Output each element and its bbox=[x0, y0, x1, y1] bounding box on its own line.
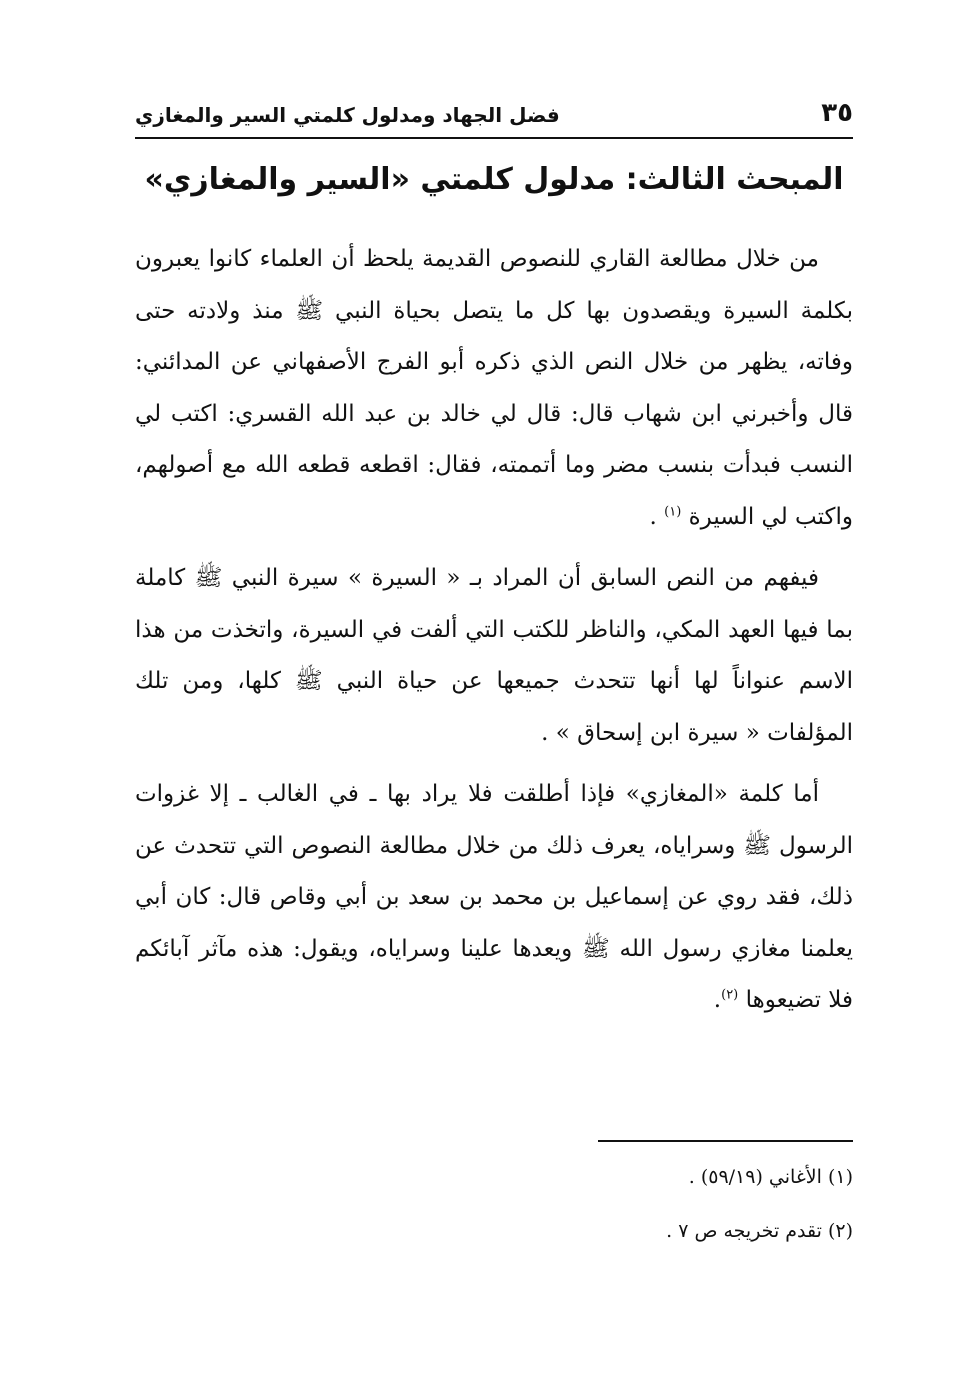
paragraph-text: أما كلمة «المغازي» فإذا أطلقت فلا يراد بها ـ في الغالب ـ إلا غزوات الرسول ﷺ وسراياه، يعرف ذلك من خلال مطالعة النصوص التي تتحدث عن ذلك، فقد روي عن إسماعيل بن محمد بن سعد بن أبي وقاص قال: كان أبي يعلمنا مغازي رسول الله ﷺ ويعدها علينا وسراياه، ويقول: هذه مآثر آبائكم فلا تضيعوها bbox=[135, 781, 853, 1013]
paragraph-3 bbox=[135, 769, 853, 1027]
paragraph-text: فيفهم من النص السابق أن المراد بـ « السيرة » سيرة النبي ﷺ كاملة بما فيها العهد المكي، والناظر للكتب التي ألفت في السيرة، واتخذت من هذا الاسم عنواناً لها أنها تتحدث جميعها عن حياة النبي ﷺ كلها، ومن تلك المؤلفات « سيرة ابن إسحاق » . bbox=[135, 565, 853, 746]
paragraph-1 bbox=[135, 234, 853, 543]
footnote-reference: (٢) bbox=[721, 987, 739, 1003]
paragraph-text: من خلال مطالعة القاري للنصوص القديمة يلحظ أن العلماء كانوا يعبرون بكلمة السيرة ويقصدون بها كل ما يتصل بحياة النبي ﷺ منذ ولادته حتى وفاته، يظهر من خلال النص الذي ذكره أبو الفرج الأصفهاني عن المدائني: قال وأخبرني ابن شهاب قال: قال لي خالد بن عبد الله القسري: اكتب لي النسب فبدأت بنسب مضر وما أتممته، فقال: اقطعه قطعه الله مع أصولهم، واكتب لي السيرة bbox=[135, 246, 854, 530]
paragraph-2 bbox=[135, 553, 853, 759]
running-title: فضل الجهاد ومدلول كلمتي السير والمغازي bbox=[135, 103, 560, 127]
footnote-divider bbox=[598, 1140, 853, 1142]
footnotes bbox=[135, 1160, 853, 1248]
header-divider bbox=[135, 137, 853, 139]
running-header bbox=[135, 96, 853, 136]
footnote-1: (١) الأغاني (٥٩/١٩) . bbox=[688, 1166, 853, 1188]
paragraph-tail: . bbox=[713, 987, 722, 1013]
footnote-reference: (١) bbox=[664, 503, 682, 519]
footnote-2: (٢) تقدم تخريجه ص ٧ . bbox=[666, 1220, 853, 1242]
section-heading: المبحث الثالث: مدلول كلمتي «السير والمغازي» bbox=[144, 162, 844, 197]
paragraph-tail: . bbox=[649, 503, 665, 530]
body-text bbox=[135, 234, 853, 1027]
page-number: ٣٥ bbox=[821, 98, 853, 128]
